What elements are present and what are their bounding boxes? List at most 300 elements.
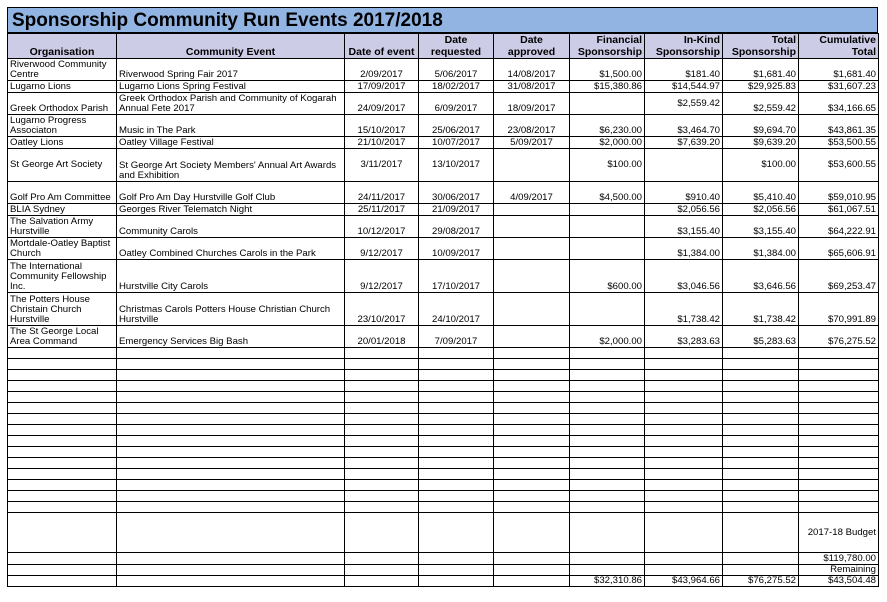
empty-cell[interactable] (570, 513, 645, 553)
empty-row[interactable] (8, 425, 879, 436)
empty-cell[interactable] (117, 576, 345, 587)
cell-organisation[interactable]: Lugarno Progress Associaton (8, 115, 117, 137)
empty-cell[interactable] (8, 436, 117, 447)
empty-cell[interactable] (8, 447, 117, 458)
empty-cell[interactable] (419, 414, 494, 425)
cell-financial[interactable] (570, 204, 645, 216)
empty-cell[interactable] (345, 436, 419, 447)
empty-cell[interactable] (117, 403, 345, 414)
empty-cell[interactable] (345, 348, 419, 359)
empty-cell[interactable] (645, 447, 723, 458)
empty-cell[interactable] (8, 502, 117, 513)
cell-date-event[interactable]: 2/09/2017 (345, 59, 419, 81)
empty-cell[interactable] (345, 425, 419, 436)
empty-row[interactable] (8, 392, 879, 403)
cell-date-approved[interactable] (494, 149, 570, 182)
cell-date-requested[interactable]: 10/07/2017 (419, 137, 494, 149)
table-row[interactable] (8, 326, 879, 348)
cell-cumulative[interactable]: $59,010.95 (799, 182, 879, 204)
cell-financial[interactable]: $1,500.00 (570, 59, 645, 81)
empty-cell[interactable] (419, 436, 494, 447)
cell-cumulative[interactable]: $1,681.40 (799, 59, 879, 81)
cell-financial[interactable] (570, 216, 645, 238)
empty-cell[interactable] (645, 502, 723, 513)
cell-date-event[interactable]: 21/10/2017 (345, 137, 419, 149)
cell-event[interactable]: Golf Pro Am Day Hurstville Golf Club (117, 182, 345, 204)
empty-cell[interactable] (345, 491, 419, 502)
cell-date-approved[interactable] (494, 326, 570, 348)
empty-cell[interactable] (570, 370, 645, 381)
empty-cell[interactable] (345, 469, 419, 480)
empty-cell[interactable] (419, 469, 494, 480)
empty-cell[interactable] (570, 491, 645, 502)
empty-cell[interactable] (645, 359, 723, 370)
empty-cell[interactable] (723, 392, 799, 403)
empty-cell[interactable] (117, 447, 345, 458)
empty-cell[interactable] (723, 436, 799, 447)
empty-cell[interactable] (345, 553, 419, 565)
cell-date-approved[interactable] (494, 260, 570, 293)
cell-date-event[interactable]: 24/11/2017 (345, 182, 419, 204)
cell-total[interactable]: $2,559.42 (723, 93, 799, 115)
empty-cell[interactable] (8, 414, 117, 425)
empty-cell[interactable] (345, 414, 419, 425)
empty-row[interactable] (8, 359, 879, 370)
cell-cumulative[interactable]: $53,500.55 (799, 137, 879, 149)
empty-cell[interactable] (570, 348, 645, 359)
empty-cell[interactable] (723, 447, 799, 458)
empty-cell[interactable] (645, 513, 723, 553)
cell-date-requested[interactable]: 29/08/2017 (419, 216, 494, 238)
cell-event[interactable]: Lugarno Lions Spring Festival (117, 81, 345, 93)
empty-cell[interactable] (494, 359, 570, 370)
empty-cell[interactable] (419, 480, 494, 491)
empty-cell[interactable] (345, 359, 419, 370)
cell-date-event[interactable]: 10/12/2017 (345, 216, 419, 238)
empty-cell[interactable] (799, 469, 879, 480)
empty-cell[interactable] (8, 359, 117, 370)
cell-date-requested[interactable]: 21/09/2017 (419, 204, 494, 216)
cell-date-approved[interactable]: 5/09/2017 (494, 137, 570, 149)
empty-cell[interactable] (570, 458, 645, 469)
header-community-event[interactable]: Community Event (117, 34, 345, 59)
table-row[interactable] (8, 216, 879, 238)
cell-total[interactable]: $100.00 (723, 149, 799, 182)
empty-cell[interactable] (117, 491, 345, 502)
empty-cell[interactable] (645, 403, 723, 414)
cell-date-event[interactable]: 23/10/2017 (345, 293, 419, 326)
empty-cell[interactable] (570, 425, 645, 436)
cell-event[interactable]: Georges River Telematch Night (117, 204, 345, 216)
empty-cell[interactable] (799, 381, 879, 392)
cell-date-event[interactable]: 9/12/2017 (345, 238, 419, 260)
empty-cell[interactable] (645, 414, 723, 425)
empty-cell[interactable] (117, 480, 345, 491)
empty-cell[interactable] (570, 502, 645, 513)
empty-cell[interactable] (494, 392, 570, 403)
empty-row[interactable] (8, 381, 879, 392)
cell-total[interactable]: $3,646.56 (723, 260, 799, 293)
cell-event[interactable]: Riverwood Spring Fair 2017 (117, 59, 345, 81)
empty-cell[interactable] (345, 502, 419, 513)
cell-organisation[interactable]: The International Community Fellowship Inc. (8, 260, 117, 293)
empty-cell[interactable] (8, 425, 117, 436)
cell-date-requested[interactable]: 6/09/2017 (419, 93, 494, 115)
empty-cell[interactable] (117, 553, 345, 565)
empty-cell[interactable] (799, 425, 879, 436)
empty-cell[interactable] (419, 458, 494, 469)
empty-cell[interactable] (799, 480, 879, 491)
budget-label[interactable]: 2017-18 Budget (799, 513, 879, 553)
empty-cell[interactable] (117, 392, 345, 403)
cell-inkind[interactable]: $3,283.63 (645, 326, 723, 348)
cell-total[interactable]: $1,384.00 (723, 238, 799, 260)
table-row[interactable] (8, 293, 879, 326)
empty-cell[interactable] (419, 348, 494, 359)
cell-inkind[interactable]: $3,155.40 (645, 216, 723, 238)
empty-cell[interactable] (723, 381, 799, 392)
cell-total[interactable]: $9,639.20 (723, 137, 799, 149)
empty-cell[interactable] (645, 553, 723, 565)
empty-row[interactable] (8, 480, 879, 491)
empty-cell[interactable] (419, 370, 494, 381)
empty-cell[interactable] (494, 491, 570, 502)
table-row[interactable] (8, 149, 879, 182)
empty-cell[interactable] (799, 403, 879, 414)
empty-cell[interactable] (419, 553, 494, 565)
cell-event[interactable]: Music in The Park (117, 115, 345, 137)
cell-date-event[interactable]: 17/09/2017 (345, 81, 419, 93)
cell-cumulative[interactable]: $43,861.35 (799, 115, 879, 137)
empty-cell[interactable] (799, 392, 879, 403)
cell-date-approved[interactable] (494, 238, 570, 260)
empty-cell[interactable] (494, 436, 570, 447)
cell-date-requested[interactable]: 17/10/2017 (419, 260, 494, 293)
cell-inkind[interactable]: $2,559.42 (645, 93, 723, 115)
total-inkind[interactable]: $43,964.66 (645, 576, 723, 587)
empty-cell[interactable] (645, 491, 723, 502)
empty-cell[interactable] (723, 425, 799, 436)
empty-cell[interactable] (419, 491, 494, 502)
cell-inkind[interactable]: $3,046.56 (645, 260, 723, 293)
empty-row[interactable] (8, 403, 879, 414)
cell-financial[interactable]: $15,380.86 (570, 81, 645, 93)
empty-cell[interactable] (799, 370, 879, 381)
empty-cell[interactable] (570, 553, 645, 565)
empty-cell[interactable] (345, 565, 419, 576)
table-row[interactable] (8, 115, 879, 137)
header-date-requested[interactable] (419, 34, 494, 59)
cell-total[interactable]: $1,681.40 (723, 59, 799, 81)
cell-financial[interactable] (570, 238, 645, 260)
empty-cell[interactable] (494, 381, 570, 392)
empty-cell[interactable] (345, 576, 419, 587)
empty-cell[interactable] (8, 403, 117, 414)
cell-date-approved[interactable]: 23/08/2017 (494, 115, 570, 137)
empty-row[interactable] (8, 348, 879, 359)
cell-total[interactable]: $5,283.63 (723, 326, 799, 348)
empty-cell[interactable] (419, 403, 494, 414)
empty-cell[interactable] (419, 425, 494, 436)
empty-cell[interactable] (117, 436, 345, 447)
cell-inkind[interactable]: $14,544.97 (645, 81, 723, 93)
header-total-sponsorship[interactable] (723, 34, 799, 59)
header-inkind-sponsorship[interactable] (645, 34, 723, 59)
empty-cell[interactable] (723, 502, 799, 513)
empty-cell[interactable] (419, 381, 494, 392)
cell-total[interactable]: $5,410.40 (723, 182, 799, 204)
cell-financial[interactable]: $4,500.00 (570, 182, 645, 204)
cell-inkind[interactable]: $7,639.20 (645, 137, 723, 149)
empty-cell[interactable] (494, 447, 570, 458)
empty-cell[interactable] (723, 513, 799, 553)
empty-cell[interactable] (117, 381, 345, 392)
cell-date-event[interactable]: 20/01/2018 (345, 326, 419, 348)
empty-cell[interactable] (345, 370, 419, 381)
cell-total[interactable]: $2,056.56 (723, 204, 799, 216)
cell-event[interactable]: Greek Orthodox Parish and Community of Kogarah Annual Fete 2017 (117, 93, 345, 115)
empty-cell[interactable] (494, 425, 570, 436)
header-financial-sponsorship[interactable] (570, 34, 645, 59)
empty-cell[interactable] (723, 491, 799, 502)
cell-date-event[interactable]: 9/12/2017 (345, 260, 419, 293)
empty-cell[interactable] (645, 425, 723, 436)
cell-organisation[interactable]: Greek Orthodox Parish (8, 93, 117, 115)
remaining-value[interactable]: $43,504.48 (799, 576, 879, 587)
empty-cell[interactable] (570, 359, 645, 370)
empty-row[interactable] (8, 414, 879, 425)
table-row[interactable] (8, 137, 879, 149)
table-row[interactable] (8, 59, 879, 81)
table-row[interactable] (8, 81, 879, 93)
table-row[interactable] (8, 238, 879, 260)
empty-row[interactable] (8, 502, 879, 513)
cell-event[interactable]: St George Art Society Members' Annual Art Awards and Exhibition (117, 149, 345, 182)
empty-cell[interactable] (645, 565, 723, 576)
cell-total[interactable]: $3,155.40 (723, 216, 799, 238)
table-row[interactable] (8, 204, 879, 216)
empty-cell[interactable] (570, 403, 645, 414)
empty-row[interactable] (8, 458, 879, 469)
cell-organisation[interactable]: Oatley Lions (8, 137, 117, 149)
empty-cell[interactable] (117, 458, 345, 469)
empty-row[interactable] (8, 469, 879, 480)
empty-cell[interactable] (723, 469, 799, 480)
empty-cell[interactable] (494, 565, 570, 576)
empty-cell[interactable] (8, 458, 117, 469)
cell-inkind[interactable]: $3,464.70 (645, 115, 723, 137)
empty-cell[interactable] (8, 491, 117, 502)
cell-organisation[interactable]: Riverwood Community Centre (8, 59, 117, 81)
cell-event[interactable]: Christmas Carols Potters House Christian Church Hurstville (117, 293, 345, 326)
header-organisation[interactable]: Organisation (8, 34, 117, 59)
header-cumulative-total[interactable] (799, 34, 879, 59)
empty-cell[interactable] (494, 469, 570, 480)
cell-total[interactable]: $1,738.42 (723, 293, 799, 326)
empty-cell[interactable] (117, 370, 345, 381)
empty-cell[interactable] (494, 414, 570, 425)
empty-cell[interactable] (419, 447, 494, 458)
empty-cell[interactable] (723, 403, 799, 414)
cell-event[interactable]: Oatley Village Festival (117, 137, 345, 149)
cell-organisation[interactable]: The St George Local Area Command (8, 326, 117, 348)
cell-date-requested[interactable]: 13/10/2017 (419, 149, 494, 182)
empty-row[interactable] (8, 491, 879, 502)
empty-cell[interactable] (570, 565, 645, 576)
cell-cumulative[interactable]: $70,991.89 (799, 293, 879, 326)
empty-cell[interactable] (345, 381, 419, 392)
empty-cell[interactable] (494, 502, 570, 513)
cell-date-approved[interactable] (494, 293, 570, 326)
empty-cell[interactable] (799, 458, 879, 469)
cell-financial[interactable] (570, 293, 645, 326)
cell-event[interactable]: Hurstville City Carols (117, 260, 345, 293)
cell-cumulative[interactable]: $64,222.91 (799, 216, 879, 238)
cell-financial[interactable]: $2,000.00 (570, 137, 645, 149)
cell-event[interactable]: Oatley Combined Churches Carols in the Park (117, 238, 345, 260)
empty-cell[interactable] (419, 359, 494, 370)
cell-date-event[interactable]: 15/10/2017 (345, 115, 419, 137)
cell-date-requested[interactable]: 30/06/2017 (419, 182, 494, 204)
cell-total[interactable]: $9,694.70 (723, 115, 799, 137)
empty-cell[interactable] (345, 480, 419, 491)
cell-cumulative[interactable]: $31,607.23 (799, 81, 879, 93)
cell-date-approved[interactable]: 14/08/2017 (494, 59, 570, 81)
empty-cell[interactable] (645, 370, 723, 381)
cell-date-requested[interactable]: 5/06/2017 (419, 59, 494, 81)
empty-cell[interactable] (494, 513, 570, 553)
cell-date-approved[interactable] (494, 204, 570, 216)
empty-cell[interactable] (345, 513, 419, 553)
cell-financial[interactable]: $600.00 (570, 260, 645, 293)
empty-cell[interactable] (419, 513, 494, 553)
empty-cell[interactable] (799, 359, 879, 370)
empty-cell[interactable] (799, 414, 879, 425)
empty-cell[interactable] (419, 502, 494, 513)
empty-cell[interactable] (419, 565, 494, 576)
cell-inkind[interactable]: $1,384.00 (645, 238, 723, 260)
empty-cell[interactable] (645, 469, 723, 480)
empty-cell[interactable] (570, 381, 645, 392)
cell-date-requested[interactable]: 10/09/2017 (419, 238, 494, 260)
empty-cell[interactable] (645, 348, 723, 359)
cell-date-requested[interactable]: 7/09/2017 (419, 326, 494, 348)
cell-organisation[interactable]: St George Art Society (8, 149, 117, 182)
cell-inkind[interactable]: $1,738.42 (645, 293, 723, 326)
table-row[interactable] (8, 260, 879, 293)
empty-cell[interactable] (117, 469, 345, 480)
empty-cell[interactable] (799, 502, 879, 513)
cell-date-approved[interactable]: 18/09/2017 (494, 93, 570, 115)
empty-cell[interactable] (117, 359, 345, 370)
cell-event[interactable]: Community Carols (117, 216, 345, 238)
cell-date-event[interactable]: 3/11/2017 (345, 149, 419, 182)
empty-cell[interactable] (723, 370, 799, 381)
empty-cell[interactable] (8, 348, 117, 359)
empty-cell[interactable] (117, 513, 345, 553)
cell-cumulative[interactable]: $76,275.52 (799, 326, 879, 348)
empty-cell[interactable] (799, 348, 879, 359)
empty-cell[interactable] (117, 348, 345, 359)
cell-organisation[interactable]: Golf Pro Am Committee (8, 182, 117, 204)
cell-financial[interactable]: $6,230.00 (570, 115, 645, 137)
empty-cell[interactable] (494, 576, 570, 587)
empty-cell[interactable] (419, 392, 494, 403)
empty-cell[interactable] (8, 469, 117, 480)
empty-cell[interactable] (8, 392, 117, 403)
header-date-approved[interactable] (494, 34, 570, 59)
empty-cell[interactable] (645, 392, 723, 403)
total-sponsorship[interactable]: $76,275.52 (723, 576, 799, 587)
empty-cell[interactable] (8, 565, 117, 576)
empty-cell[interactable] (345, 392, 419, 403)
empty-cell[interactable] (345, 403, 419, 414)
cell-total[interactable]: $29,925.83 (723, 81, 799, 93)
empty-cell[interactable] (645, 436, 723, 447)
empty-cell[interactable] (799, 447, 879, 458)
empty-cell[interactable] (8, 480, 117, 491)
cell-organisation[interactable]: The Salvation Army Hurstville (8, 216, 117, 238)
empty-cell[interactable] (645, 480, 723, 491)
cell-date-approved[interactable]: 4/09/2017 (494, 182, 570, 204)
empty-cell[interactable] (723, 458, 799, 469)
empty-cell[interactable] (645, 381, 723, 392)
empty-cell[interactable] (117, 565, 345, 576)
cell-inkind[interactable]: $181.40 (645, 59, 723, 81)
empty-row[interactable] (8, 447, 879, 458)
empty-row[interactable] (8, 436, 879, 447)
empty-cell[interactable] (8, 370, 117, 381)
empty-cell[interactable] (345, 447, 419, 458)
empty-cell[interactable] (419, 576, 494, 587)
empty-cell[interactable] (117, 425, 345, 436)
empty-cell[interactable] (117, 502, 345, 513)
empty-cell[interactable] (117, 414, 345, 425)
cell-date-event[interactable]: 25/11/2017 (345, 204, 419, 216)
cell-date-requested[interactable]: 18/02/2017 (419, 81, 494, 93)
total-financial[interactable]: $32,310.86 (570, 576, 645, 587)
cell-financial[interactable]: $100.00 (570, 149, 645, 182)
cell-organisation[interactable]: BLIA Sydney (8, 204, 117, 216)
empty-cell[interactable] (494, 348, 570, 359)
cell-date-approved[interactable]: 31/08/2017 (494, 81, 570, 93)
empty-cell[interactable] (723, 565, 799, 576)
empty-cell[interactable] (494, 480, 570, 491)
empty-cell[interactable] (723, 348, 799, 359)
cell-organisation[interactable]: Mortdale-Oatley Baptist Church (8, 238, 117, 260)
cell-date-requested[interactable]: 25/06/2017 (419, 115, 494, 137)
cell-inkind[interactable] (645, 149, 723, 182)
empty-row[interactable] (8, 370, 879, 381)
cell-cumulative[interactable]: $65,606.91 (799, 238, 879, 260)
empty-cell[interactable] (723, 359, 799, 370)
empty-cell[interactable] (570, 392, 645, 403)
cell-date-event[interactable]: 24/09/2017 (345, 93, 419, 115)
empty-cell[interactable] (570, 414, 645, 425)
empty-cell[interactable] (494, 553, 570, 565)
cell-cumulative[interactable]: $34,166.65 (799, 93, 879, 115)
empty-cell[interactable] (645, 458, 723, 469)
cell-cumulative[interactable]: $53,600.55 (799, 149, 879, 182)
cell-date-requested[interactable]: 24/10/2017 (419, 293, 494, 326)
cell-inkind[interactable]: $2,056.56 (645, 204, 723, 216)
header-date-of-event[interactable]: Date of event (345, 34, 419, 59)
empty-cell[interactable] (570, 480, 645, 491)
empty-cell[interactable] (799, 491, 879, 502)
cell-cumulative[interactable]: $61,067.51 (799, 204, 879, 216)
empty-cell[interactable] (494, 370, 570, 381)
empty-cell[interactable] (799, 436, 879, 447)
